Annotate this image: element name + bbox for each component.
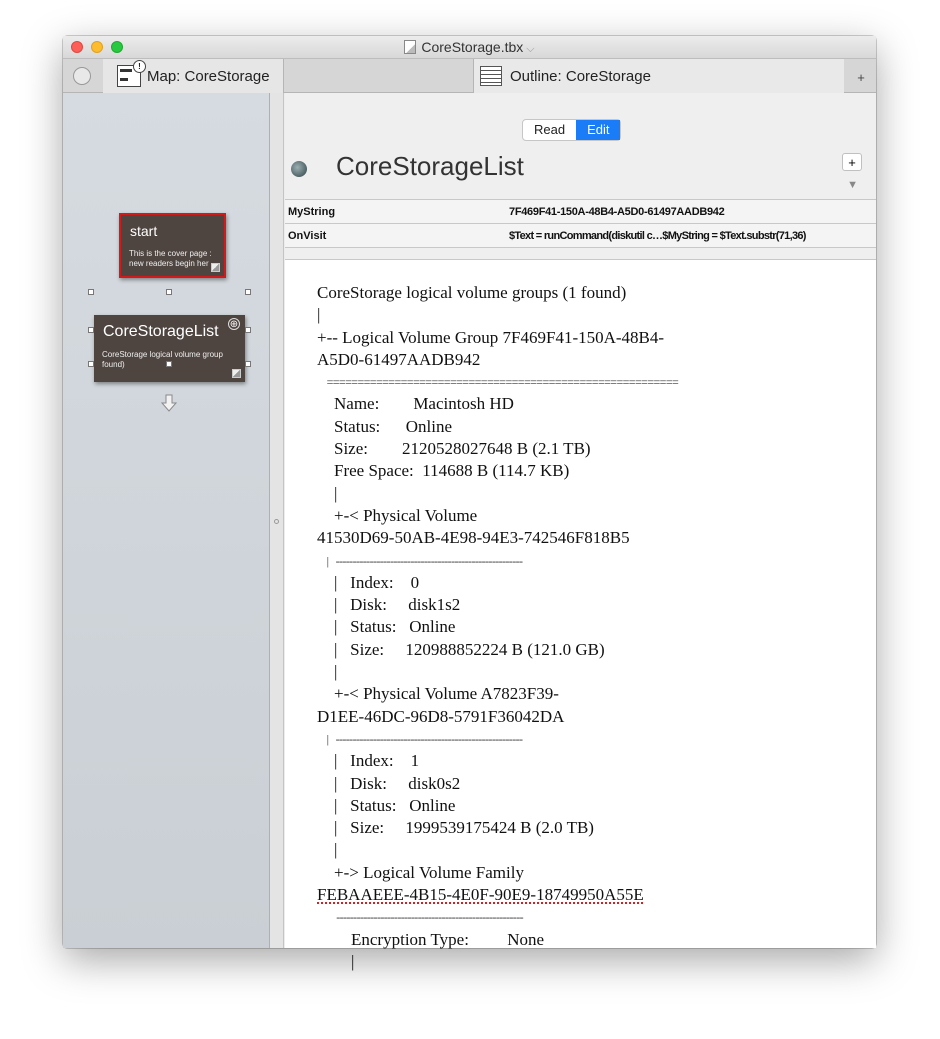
- text-line: CoreStorage logical volume groups (1 found): [317, 283, 627, 302]
- attribute-value[interactable]: $Text = runCommand(diskutil c…$MyString = $Text.substr(71,36): [509, 230, 806, 242]
- text-line: | Status: Online: [317, 795, 456, 815]
- text-line: Status: Online: [317, 416, 453, 436]
- text-line: -------------------------------------------------------: [317, 910, 523, 925]
- text-line: | Disk: disk0s2: [317, 773, 461, 793]
- note-badge-icon: [291, 161, 307, 177]
- note-text-body[interactable]: [317, 282, 857, 973]
- add-child-plus-icon[interactable]: ⊕: [229, 319, 239, 330]
- tab-overview-circle-icon[interactable]: [73, 67, 91, 85]
- attribute-row[interactable]: [285, 200, 876, 224]
- add-tab-button[interactable]: +: [857, 70, 865, 85]
- text-line: | Disk: disk1s2: [317, 595, 461, 615]
- text-line: =========================================================: [317, 375, 679, 390]
- title-chevron-icon: ⌵: [526, 43, 535, 55]
- read-mode-button[interactable]: Read: [534, 122, 566, 137]
- map-note-description: This is the cover page : new readers begin her: [129, 249, 212, 268]
- selection-handle[interactable]: [166, 289, 172, 295]
- text-line: +-< Physical Volume: [317, 505, 478, 525]
- text-line: | Index: 1: [317, 751, 420, 771]
- attribute-name: MyString: [288, 206, 336, 218]
- map-note-start[interactable]: [119, 213, 226, 278]
- text-line: +-< Physical Volume A7823F39-: [317, 684, 559, 704]
- outline-view-icon: [480, 66, 502, 86]
- attribute-value[interactable]: 7F469F41-150A-48B4-A5D0-61497AADB942: [509, 206, 725, 218]
- text-line: A5D0-61497AADB942: [317, 349, 481, 369]
- map-note-description: CoreStorage logical volume group found): [102, 350, 223, 369]
- selection-handle[interactable]: [88, 327, 94, 333]
- document-icon: [404, 40, 416, 54]
- map-badge-icon: !: [133, 60, 146, 73]
- window-title-area[interactable]: [63, 39, 876, 56]
- note-title[interactable]: CoreStorageList: [336, 151, 524, 181]
- edit-mode-button[interactable]: Edit: [576, 120, 620, 140]
- tab-outline-label: Outline: CoreStorage: [510, 67, 651, 85]
- text-line: | Index: 0: [317, 572, 420, 592]
- text-pane: [285, 93, 876, 971]
- map-view-panel[interactable]: [63, 93, 270, 948]
- key-attributes-table: [285, 199, 876, 248]
- text-line: FEBAAEEE-4B15-4E0F-90E9-18749950A55E: [317, 885, 644, 905]
- note-resize-icon[interactable]: [232, 369, 241, 378]
- selection-handle[interactable]: [166, 361, 172, 367]
- splitter-grip-icon[interactable]: [274, 519, 279, 524]
- attribute-row[interactable]: [285, 224, 876, 248]
- text-line: +-- Logical Volume Group 7F469F41-150A-48B4-: [317, 327, 665, 347]
- selection-handle[interactable]: [245, 327, 251, 333]
- selection-handle[interactable]: [245, 361, 251, 367]
- text-line: | Status: Online: [317, 617, 456, 637]
- add-attribute-button[interactable]: +: [842, 153, 862, 171]
- map-note-title: CoreStorageList: [103, 323, 219, 340]
- note-text-editor[interactable]: [285, 259, 876, 971]
- map-view-icon: [117, 62, 141, 87]
- title-bar: [63, 36, 876, 58]
- note-resize-icon[interactable]: [211, 263, 220, 272]
- text-line: | Size: 1999539175424 B (2.0 TB): [317, 818, 594, 838]
- text-line: +-> Logical Volume Family: [317, 862, 524, 882]
- text-line: Size: 2120528027648 B (2.1 TB): [317, 439, 591, 459]
- window-title: CoreStorage.tbx: [421, 39, 524, 55]
- text-line: Free Space: 114688 B (114.7 KB): [317, 461, 570, 481]
- text-line: | Size: 120988852224 B (121.0 GB): [317, 639, 605, 659]
- attribute-name: OnVisit: [288, 230, 327, 242]
- tab-map[interactable]: [103, 59, 284, 93]
- text-line: Encryption Type: None: [317, 929, 545, 949]
- text-line: Name: Macintosh HD: [317, 394, 514, 414]
- text-line: |: [317, 662, 338, 682]
- map-note-corestoragelist[interactable]: [94, 315, 245, 382]
- text-line: |: [317, 305, 321, 325]
- tab-bar: [63, 58, 876, 93]
- selection-handle[interactable]: [88, 361, 94, 367]
- app-window: [63, 36, 876, 971]
- text-line: 41530D69-50AB-4E98-94E3-742546F818B5: [317, 528, 630, 548]
- link-arrow-down-icon[interactable]: [162, 395, 176, 411]
- selection-handle[interactable]: [245, 289, 251, 295]
- tab-map-label: Map: CoreStorage: [147, 67, 270, 85]
- selection-handle[interactable]: [88, 289, 94, 295]
- text-line: |: [317, 840, 338, 860]
- text-line: | -------------------------------------------------------: [317, 553, 523, 568]
- text-line: | -------------------------------------------------------: [317, 731, 523, 746]
- text-line: |: [317, 951, 355, 971]
- pane-splitter[interactable]: [270, 93, 284, 948]
- text-line: D1EE-46DC-96D8-5791F36042DA: [317, 706, 565, 726]
- map-note-title: start: [130, 223, 158, 239]
- text-line: |: [317, 483, 338, 503]
- tab-outline[interactable]: [473, 59, 844, 93]
- expand-attributes-icon[interactable]: ▼: [847, 179, 858, 191]
- read-edit-toggle[interactable]: [522, 119, 621, 141]
